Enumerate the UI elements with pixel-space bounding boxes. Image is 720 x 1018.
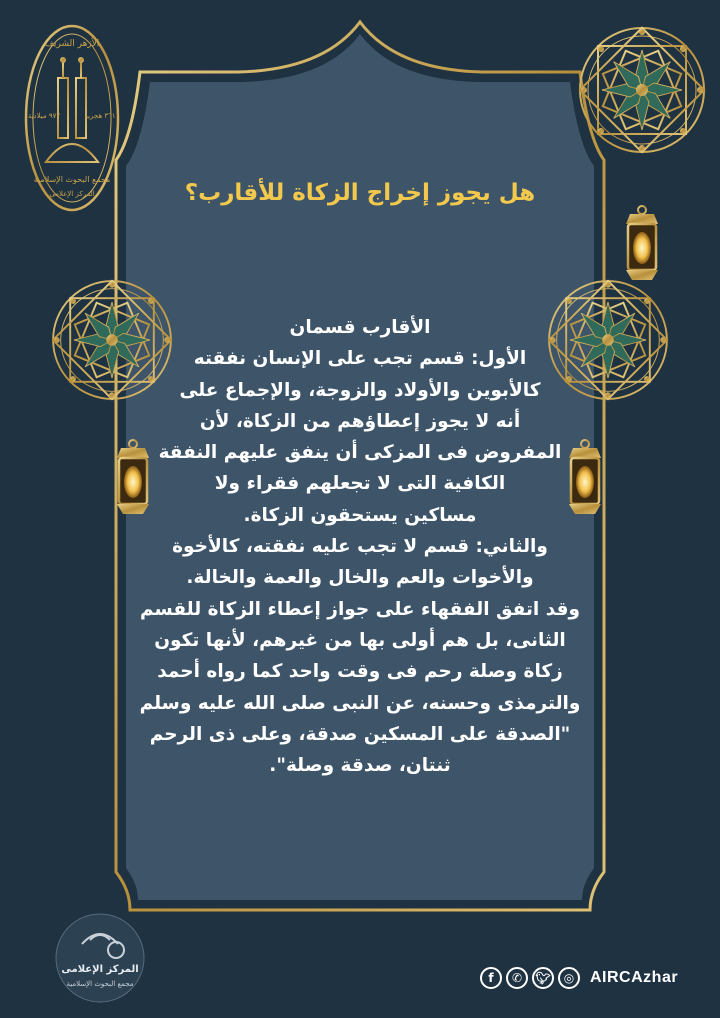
logo-bottom-label: المركز الإعلامى — [49, 190, 95, 198]
body-line: وقد اتفق الفقهاء على جواز إعطاء الزكاة للقسم — [140, 598, 580, 620]
body-line: مساكين يستحقون الزكاة. — [243, 504, 477, 526]
al-azhar-logo — [26, 26, 118, 210]
mandala-ornament-top-right — [580, 28, 704, 152]
body-line: والأخوات والعم والخال والعمة والخالة. — [186, 567, 534, 589]
body-text — [120, 312, 600, 781]
body-line: والثاني: قسم لا تجب عليه نفقته، كالأخوة — [172, 536, 548, 558]
body-line: والترمذى وحسنه، عن النبى صلى الله عليه وسلم — [139, 692, 581, 714]
media-logo-sublabel: مجمع البحوث الإسلامية — [66, 980, 134, 988]
logo-year-right: ٣٦١ هجرية — [84, 112, 116, 120]
body-line: زكاة وصلة رحم فى وقت واحد كما رواه أحمد — [157, 661, 563, 683]
body-line: الأول: قسم تجب على الإنسان نفقته — [193, 348, 527, 370]
logo-arc-bottom: مجمع البحوث الإسلامية — [33, 175, 111, 184]
body-line: الثانى، بل هم أولى بها من غيرهم، لأنها تكون — [154, 629, 566, 651]
page-title: هل يجوز إخراج الزكاة للأقارب؟ — [184, 180, 536, 206]
media-center-logo — [56, 914, 144, 1002]
logo-arc-top: الأزهر الشريف — [44, 39, 100, 49]
body-line: "الصدقة على المسكين صدقة، وعلى ذى الرحم — [149, 723, 571, 745]
social-bar — [480, 965, 678, 991]
body-line: الكافية التى لا تجعلهم فقراء ولا — [214, 473, 506, 495]
logo-year-left: ٩٧٢ ميلادية — [27, 112, 61, 120]
twitter-icon[interactable]: 🐦︎ — [532, 967, 554, 989]
body-line: الأقارب قسمان — [289, 317, 431, 338]
body-line: ثنتان، صدقة وصلة". — [269, 755, 451, 777]
body-line: المفروض فى المزكى أن ينفق عليهم النفقة — [158, 442, 562, 464]
lantern-top-right — [626, 206, 658, 280]
body-line: كالأبوين والأولاد والزوجة، والإجماع على — [179, 379, 541, 401]
media-logo-label: المركز الإعلامى — [61, 964, 139, 975]
instagram-icon[interactable]: ◎ — [558, 967, 580, 989]
whatsapp-icon[interactable]: ✆ — [506, 967, 528, 989]
social-handle[interactable]: AIRCAzhar — [590, 969, 679, 986]
body-line: أنه لا يجوز إعطاؤهم من الزكاة، لأن — [199, 410, 521, 432]
facebook-icon[interactable]: f — [480, 967, 502, 989]
